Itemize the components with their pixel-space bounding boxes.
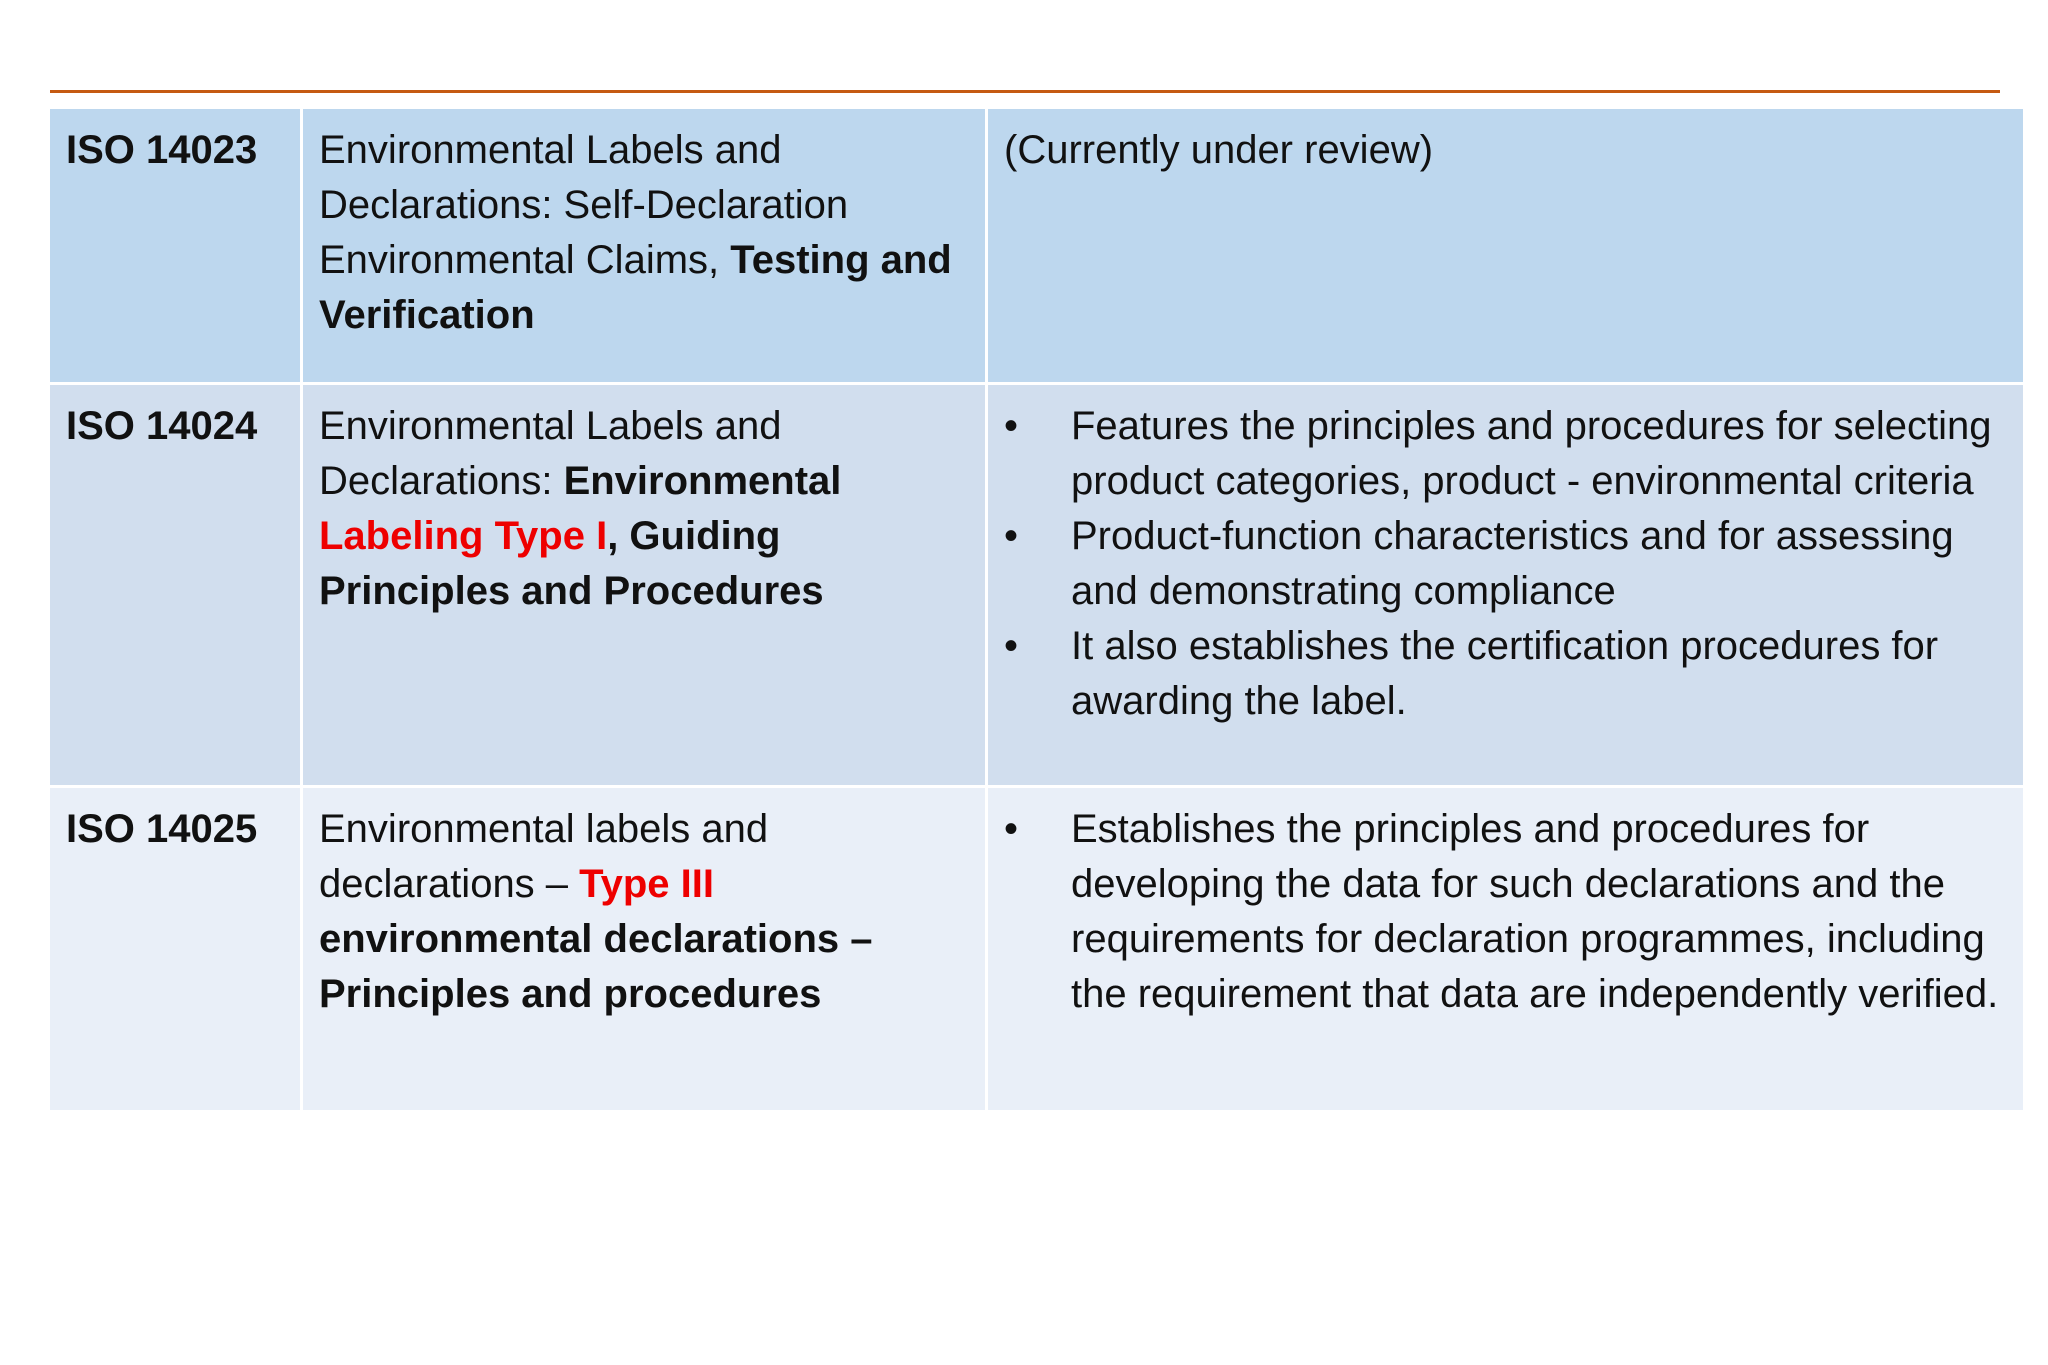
standard-code: ISO 14024 — [50, 384, 302, 787]
standard-description — [987, 384, 2024, 787]
title-text-highlight: Labeling Type I — [319, 514, 608, 558]
standard-code: ISO 14025 — [50, 787, 302, 1111]
title-text: Environmental Labels and Declarations: Self-Declaration Environmental Claims, — [319, 128, 849, 282]
title-text-bold: Testing and Verification — [319, 238, 952, 337]
list-item: • It also establishes the certification procedures for awarding the label. — [1004, 619, 2007, 729]
title-text-bold: , Guiding Principles and Procedures — [319, 514, 824, 613]
list-item: • Establishes the principles and procedures for developing the data for such declarations and the requirements for declaration programmes, including the requirement that data are independently verified. — [1004, 802, 2007, 1022]
header-divider — [50, 90, 2000, 93]
standard-code: ISO 14023 — [50, 109, 302, 384]
table-row — [50, 787, 2023, 1111]
standard-title — [302, 787, 987, 1111]
list-item: • Product-function characteristics and for assessing and demonstrating compliance — [1004, 509, 2007, 619]
title-text: Environmental labels and declarations – — [319, 807, 769, 906]
standard-description: (Currently under review) — [987, 109, 2024, 384]
description-bullet-list — [1004, 802, 2007, 1022]
description-bullet-list — [1004, 399, 2007, 729]
standard-description — [987, 787, 2024, 1111]
standard-title — [302, 384, 987, 787]
title-text: Environmental Labels and Declarations: — [319, 404, 782, 503]
title-text-highlight: Type III — [579, 862, 714, 906]
standard-title — [302, 109, 987, 384]
table-row — [50, 384, 2023, 787]
iso-standards-table — [50, 109, 2023, 1110]
table-row — [50, 109, 2023, 384]
title-text-bold: Environmental — [563, 459, 842, 503]
title-text-bold: environmental declarations – Principles and procedures — [319, 917, 873, 1016]
list-item: • Features the principles and procedures for selecting product categories, product - environmental criteria — [1004, 399, 2007, 509]
